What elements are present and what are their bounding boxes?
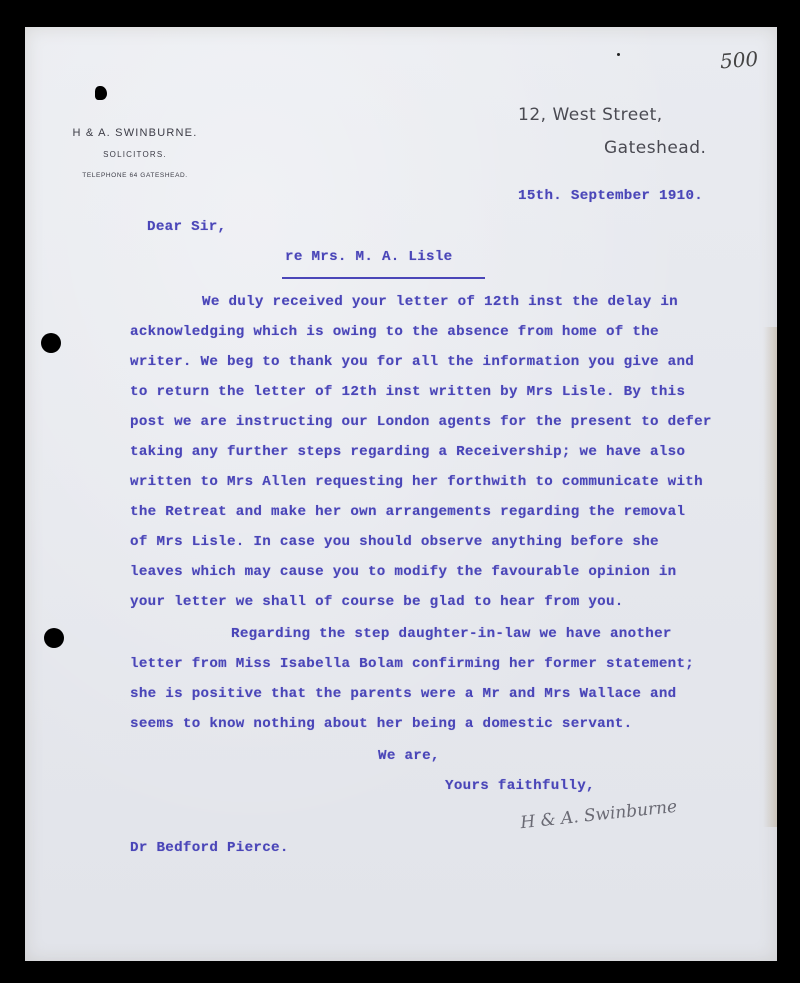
firm-telephone: TELEPHONE 64 GATESHEAD. xyxy=(82,172,188,179)
body-line: Regarding the step daughter-in-law we have another xyxy=(231,626,672,642)
subject-underline xyxy=(282,277,485,279)
subject-line: re Mrs. M. A. Lisle xyxy=(285,249,453,265)
address-town: Gateshead. xyxy=(604,138,707,158)
body-line: leaves which may cause you to modify the favourable opinion in xyxy=(130,564,677,580)
handwritten-signature: H & A. Swinburne xyxy=(519,796,679,834)
address-street: 12, West Street, xyxy=(518,105,663,125)
closing-we-are: We are, xyxy=(378,748,440,764)
firm-name: H & A. SWINBURNE. xyxy=(72,127,198,139)
paper-speck xyxy=(617,53,620,56)
body-line: post we are instructing our London agents for the present to defer xyxy=(130,414,712,430)
punch-hole-bottom xyxy=(44,628,64,648)
body-line: seems to know nothing about her being a domestic servant. xyxy=(130,716,633,732)
body-line: taking any further steps regarding a Receivership; we have also xyxy=(130,444,686,460)
body-line: your letter we shall of course be glad to hear from you. xyxy=(130,594,624,610)
recipient-name: Dr Bedford Pierce. xyxy=(130,840,289,856)
salutation: Dear Sir, xyxy=(147,219,227,235)
body-line: acknowledging which is owing to the absence from home of the xyxy=(130,324,659,340)
body-line: letter from Miss Isabella Bolam confirming her former statement; xyxy=(130,656,695,672)
punch-hole-top xyxy=(41,333,61,353)
body-line: written to Mrs Allen requesting her forthwith to communicate with xyxy=(130,474,703,490)
body-line: she is positive that the parents were a Mr and Mrs Wallace and xyxy=(130,686,677,702)
body-line: to return the letter of 12th inst written by Mrs Lisle. By this xyxy=(130,384,686,400)
closing-yours-faithfully: Yours faithfully, xyxy=(445,778,595,794)
body-line: the Retreat and make her own arrangements regarding the removal xyxy=(130,504,686,520)
body-line: writer. We beg to thank you for all the information you give and xyxy=(130,354,695,370)
letter-date: 15th. September 1910. xyxy=(518,188,704,204)
paper-damage-mark xyxy=(95,86,107,100)
body-line: We duly received your letter of 12th inst the delay in xyxy=(202,294,678,310)
folio-number: 500 xyxy=(719,46,759,74)
firm-role: SOLICITORS. xyxy=(103,150,167,159)
body-line: of Mrs Lisle. In case you should observe anything before she xyxy=(130,534,659,550)
letter-page xyxy=(25,27,777,961)
